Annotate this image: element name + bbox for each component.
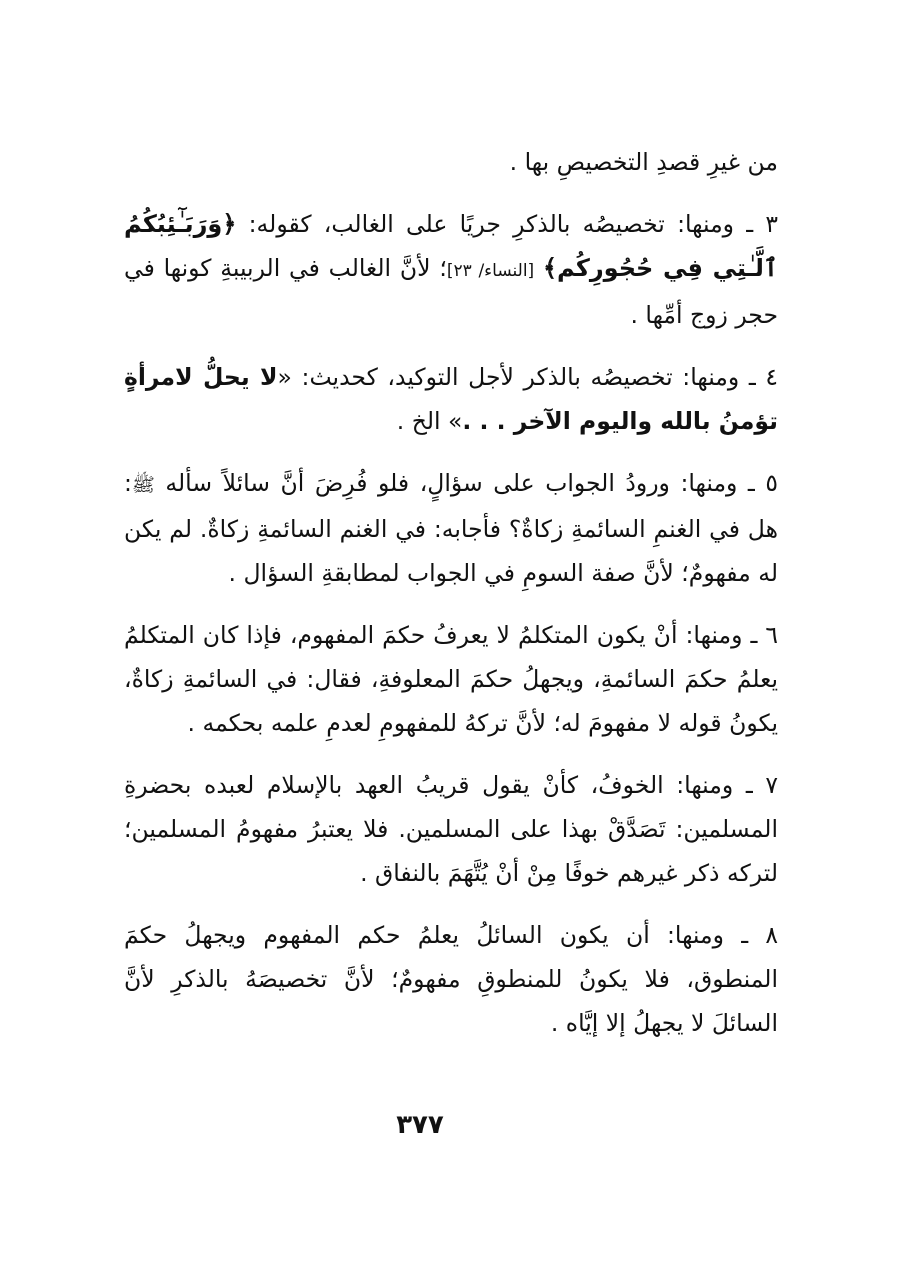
item3-suffix: ؛ لأنَّ الغالب في الربيبةِ كونها في حجر زوج أمِّها . <box>124 254 778 329</box>
continuation-text: من غيرِ قصدِ التخصيصِ بها . <box>509 148 778 176</box>
page-number: ٣٧٧ <box>396 1110 444 1140</box>
continuation-line <box>124 140 778 184</box>
paragraph-item-6 <box>124 613 778 745</box>
item3-prefix: ٣ ـ ومنها: تخصيصُه بالذكرِ جريًا على الغالب، كقوله: <box>248 210 778 238</box>
item5-prefix: ٥ ـ ومنها: ورودُ الجواب على سؤالٍ، فلو فُرِضَ أنَّ سائلاً سأله <box>165 469 778 497</box>
honorific-symbol: ﷺ <box>131 474 155 496</box>
item5-suffix: : هل في الغنمِ السائمةِ زكاةٌ؟ فأجابه: في الغنم السائمةِ زكاةٌ. لم يكن له مفهومٌ؛ لأنَّ صفة السومِ في الجواب لمطابقةِ السؤال . <box>124 469 778 587</box>
paragraph-item-4 <box>124 355 778 443</box>
paragraph-item-5 <box>124 461 778 595</box>
paragraph-item-8 <box>124 913 778 1045</box>
body-text <box>124 140 778 1063</box>
paragraph-item-7 <box>124 763 778 895</box>
paragraph-item-3 <box>124 202 778 337</box>
hadith-text: لا يحلُّ لامرأةٍ تؤمنُ بالله واليوم الآخر . . . <box>124 363 778 435</box>
verse-citation: [النساء/ ٢٣] <box>446 261 535 281</box>
item7-text: ٧ ـ ومنها: الخوفُ، كأنْ يقول قريبُ العهد بالإسلام لعبده بحضرةِ المسلمين: تَصَدَّقْ بهذا على المسلمين. فلا يعتبرُ مفهومُ المسلمين؛ لتركه ذكر غيرهم خوفًا مِنْ أنْ يُتَّهَمَ بالنفاق . <box>124 771 778 887</box>
item6-text: ٦ ـ ومنها: أنْ يكون المتكلمُ لا يعرفُ حكمَ المفهوم، فإذا كان المتكلمُ يعلمُ حكمَ السائمةِ، ويجهلُ حكمَ المعلوفةِ، فقال: في السائمةِ زكاةٌ، يكونُ قوله لا مفهومَ له؛ لأنَّ تركهُ للمفهومِ لعدمِ علمه بحكمه . <box>124 621 778 737</box>
quran-verse: ﴿وَرَبَـٰٓئِبُكُمُ ٱلَّـٰتِي فِي حُجُورِكُم﴾ <box>124 210 778 282</box>
item4-prefix: ٤ ـ ومنها: تخصيصُه بالذكر لأجل التوكيد، كحديث: « <box>277 363 778 391</box>
item8-text: ٨ ـ ومنها: أن يكون السائلُ يعلمُ حكم المفهوم ويجهلُ حكمَ المنطوق، فلا يكونُ للمنطوقِ مفهومٌ؛ لأنَّ تخصيصَهُ بالذكرِ لأنَّ السائلَ لا يجهلُ إلا إيَّاه . <box>124 921 778 1037</box>
item4-suffix: » الخ . <box>396 407 463 435</box>
